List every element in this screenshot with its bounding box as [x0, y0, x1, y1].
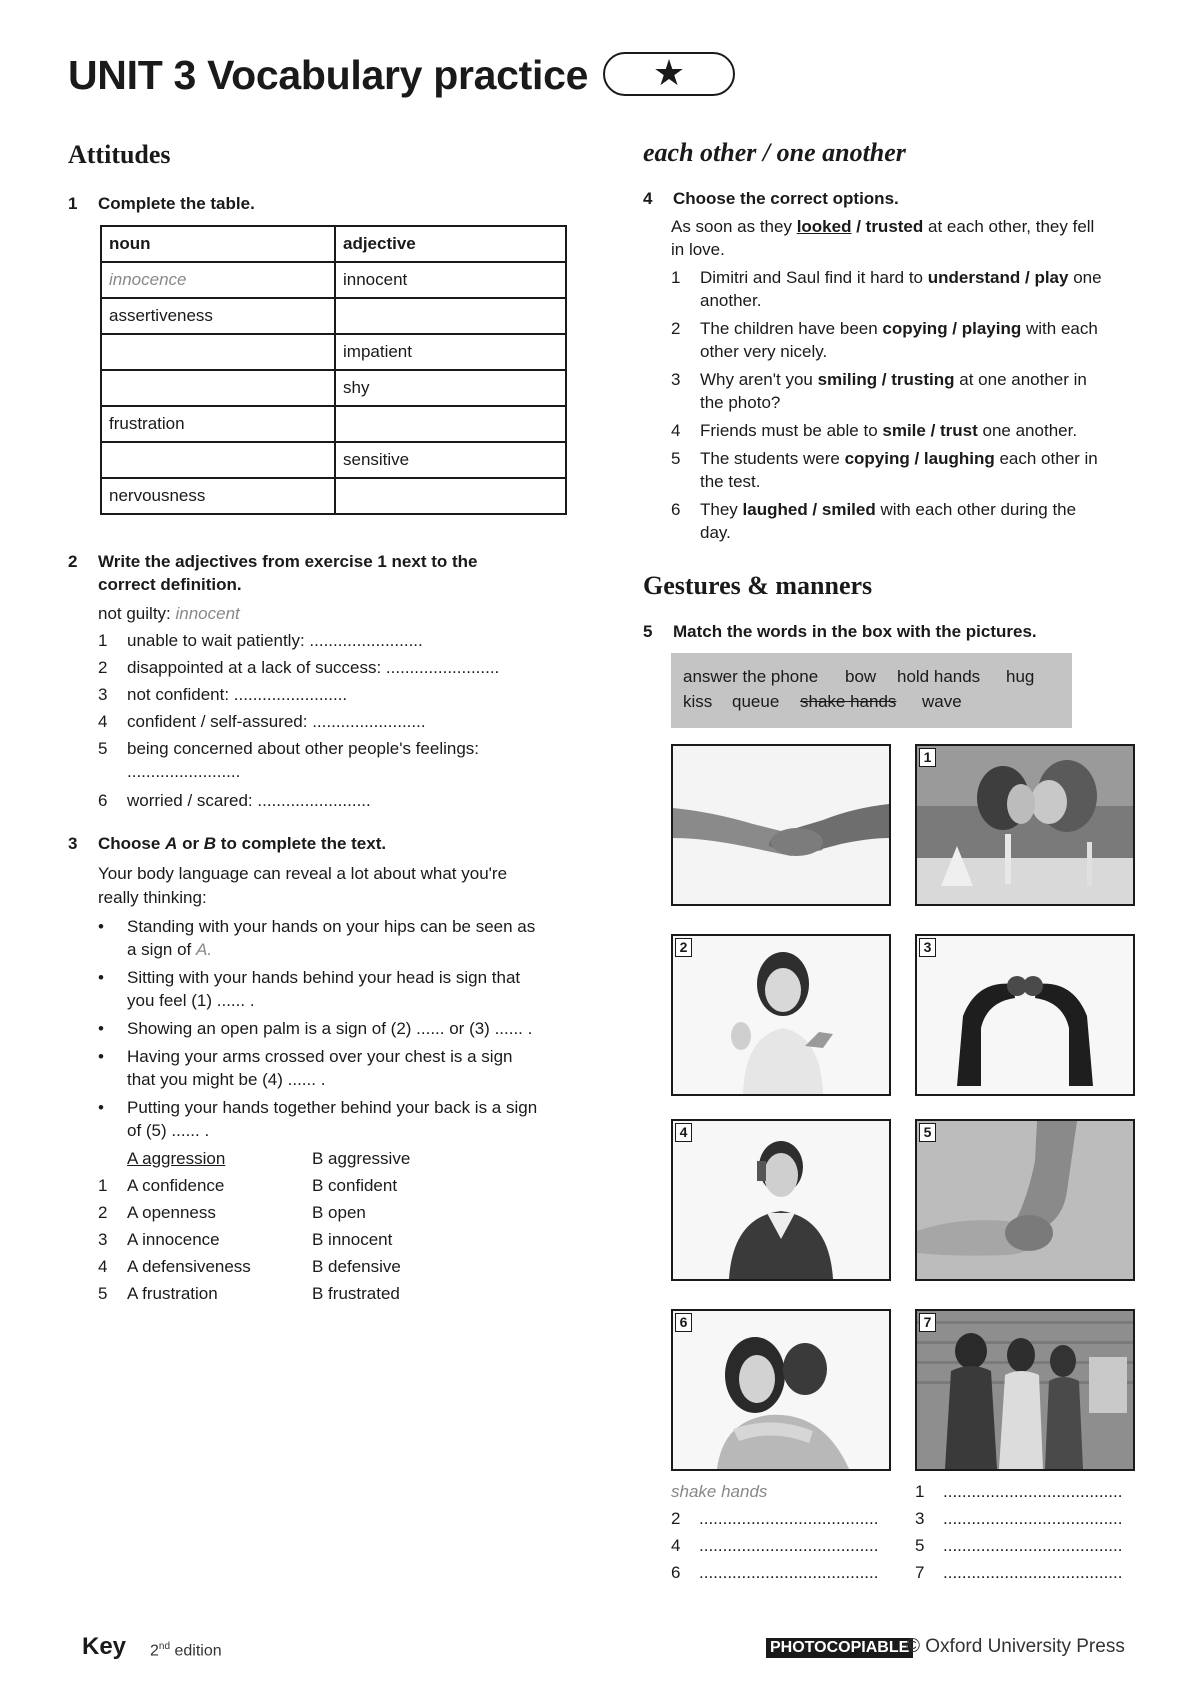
bullet-text: that you might be (4) ...... .	[127, 1070, 326, 1089]
item-number: 4	[98, 1257, 108, 1276]
option-sentence-cont: the test.	[700, 472, 761, 491]
intro-line-1: Your body language can reveal a lot about what you're	[98, 864, 508, 883]
instruction-text: Complete the table.	[98, 194, 255, 213]
bullet-text: of (5) ...... .	[127, 1121, 210, 1140]
table-header-row	[101, 226, 566, 262]
table-row	[101, 370, 566, 406]
item-number: 4	[671, 421, 681, 440]
footer-key-logo: Key	[82, 1633, 127, 1660]
section-title-each-other: each other / one another	[643, 138, 906, 167]
photo-label: 6	[675, 1313, 692, 1332]
answer-blank[interactable]: ......................................	[943, 1509, 1123, 1528]
bullet-icon: •	[98, 1019, 104, 1038]
item-number: 5	[98, 1284, 108, 1303]
word-box-item-used: shake hands	[800, 692, 897, 711]
photo-kiss	[915, 744, 1135, 906]
exercise-1-instruction	[68, 192, 568, 216]
table-row	[101, 406, 566, 442]
option-b[interactable]: B frustrated	[312, 1284, 400, 1303]
word-box	[671, 653, 1072, 728]
exercise-2-list	[98, 628, 578, 818]
table-cell-blank[interactable]	[335, 478, 566, 514]
photo-shake-hands	[671, 744, 891, 906]
example-label: not guilty:	[98, 604, 171, 623]
item-number: 5	[671, 449, 681, 468]
table-cell-blank[interactable]	[101, 334, 335, 370]
option-sentence-cont: the photo?	[700, 393, 781, 412]
exercise-2-instruction	[68, 550, 588, 598]
exercise-number: 1	[68, 194, 78, 213]
bullet-text: Having your arms crossed over your chest is a sign	[127, 1047, 513, 1066]
option-sentence: The children have been copying / playing with each	[700, 319, 1098, 338]
example-line	[98, 601, 240, 626]
option-a-example: A aggression	[127, 1149, 226, 1168]
photo-label: 2	[675, 938, 692, 957]
bullet-list	[98, 914, 588, 1140]
definition-item: unable to wait patiently: ........................	[127, 631, 423, 650]
answer-number: 5	[915, 1536, 925, 1555]
option-sentence: The students were copying / laughing each other in	[700, 449, 1098, 468]
section-title-gestures: Gestures & manners	[643, 571, 873, 600]
instruction-text: Choose the correct options.	[673, 189, 899, 208]
bullet-icon: •	[98, 917, 104, 936]
word-box-item: kiss	[683, 692, 713, 711]
table-cell: nervousness	[101, 478, 335, 514]
option-a[interactable]: A innocence	[127, 1230, 220, 1249]
table-cell-blank[interactable]	[335, 298, 566, 334]
example-line: As soon as they looked / trusted at each other, they fell	[671, 217, 1095, 236]
word-box-item: wave	[922, 692, 962, 711]
table-cell: frustration	[101, 406, 335, 442]
option-b[interactable]: B defensive	[312, 1257, 401, 1276]
example-answer: innocent	[175, 604, 240, 623]
page-title: UNIT 3 Vocabulary practice	[68, 52, 589, 98]
table-cell-blank[interactable]	[101, 370, 335, 406]
bullet-icon: •	[98, 1098, 104, 1117]
instruction-text: Match the words in the box with the pictures.	[673, 622, 1037, 641]
photo-label: 5	[919, 1123, 936, 1142]
intro-line-2: really thinking:	[98, 888, 207, 907]
option-sentence-cont: other very nicely.	[700, 342, 828, 361]
instruction-line-1: Write the adjectives from exercise 1 next to the	[98, 552, 478, 571]
option-sentence-cont: another.	[700, 291, 762, 310]
definition-item-continued: ........................	[127, 762, 241, 781]
bullet-text: a sign of A.	[127, 940, 213, 959]
table-cell: impatient	[335, 334, 566, 370]
bullet-text: Sitting with your hands behind your head is sign that	[127, 968, 521, 987]
item-number: 4	[98, 712, 108, 731]
bullet-text: you feel (1) ...... .	[127, 991, 255, 1010]
bullet-icon: •	[98, 968, 104, 987]
answer-blank[interactable]: ......................................	[699, 1563, 879, 1582]
photo-label: 3	[919, 938, 936, 957]
photo-bow	[915, 934, 1135, 1096]
table-cell: innocent	[335, 262, 566, 298]
option-b[interactable]: B innocent	[312, 1230, 393, 1249]
star-level-badge: ★	[603, 52, 735, 96]
bullet-icon: •	[98, 1047, 104, 1066]
exercise-number: 2	[68, 552, 78, 571]
options-list	[98, 1146, 498, 1306]
option-b[interactable]: B confident	[312, 1176, 398, 1195]
photo-answer-the-phone	[671, 1119, 891, 1281]
word-box-item: bow	[845, 667, 877, 686]
option-sentence: Friends must be able to smile / trust one another.	[700, 421, 1078, 440]
bullet-text: Showing an open palm is a sign of (2) ...... or (3) ...... .	[127, 1019, 533, 1038]
exercise-5-instruction	[643, 620, 1163, 644]
item-number: 3	[98, 685, 108, 704]
table-cell-blank[interactable]	[101, 442, 335, 478]
option-sentence: Why aren't you smiling / trusting at one another in	[700, 370, 1087, 389]
answer-number: 4	[671, 1536, 681, 1555]
exercise-number: 3	[68, 834, 78, 853]
option-a[interactable]: A openness	[127, 1203, 216, 1222]
table-cell-example: innocence	[101, 262, 335, 298]
table-row	[101, 334, 566, 370]
definition-item: worried / scared: ........................	[127, 791, 371, 810]
option-sentence: They laughed / smiled with each other during the	[700, 500, 1077, 519]
table-cell: shy	[335, 370, 566, 406]
photo-wave	[671, 934, 891, 1096]
option-b[interactable]: B open	[312, 1203, 366, 1222]
item-number: 6	[671, 500, 681, 519]
option-a[interactable]: A confidence	[127, 1176, 225, 1195]
answer-blank[interactable]: ......................................	[699, 1536, 879, 1555]
exercise-4-list	[671, 265, 1151, 555]
footer-edition: 2nd edition	[150, 1641, 222, 1660]
answer-number: 6	[671, 1563, 681, 1582]
photo-hug	[671, 1309, 891, 1471]
word-box-item: hold hands	[897, 667, 981, 686]
table-row	[101, 298, 566, 334]
table-cell: assertiveness	[101, 298, 335, 334]
column-header-noun: noun	[101, 226, 335, 262]
item-number: 1	[98, 631, 108, 650]
instruction-line-2: correct definition.	[98, 575, 242, 594]
publisher-credit: © Oxford University Press	[906, 1636, 1125, 1657]
vocab-table	[100, 225, 567, 515]
word-box-item: hug	[1006, 667, 1035, 686]
table-cell-blank[interactable]	[335, 406, 566, 442]
column-header-adjective: adjective	[335, 226, 566, 262]
option-a[interactable]: A frustration	[127, 1284, 218, 1303]
bullet-text: Standing with your hands on your hips can be seen as	[127, 917, 536, 936]
table-row	[101, 262, 566, 298]
section-title-attitudes: Attitudes	[68, 140, 171, 169]
photo-label: 1	[919, 748, 936, 767]
option-sentence-cont: day.	[700, 523, 731, 542]
table-row	[101, 442, 566, 478]
answer-blank[interactable]: ......................................	[699, 1509, 879, 1528]
item-number: 2	[671, 319, 681, 338]
item-number: 3	[98, 1230, 108, 1249]
table-cell: sensitive	[335, 442, 566, 478]
answer-blank[interactable]: ......................................	[943, 1482, 1123, 1501]
photo-queue	[915, 1309, 1135, 1471]
answer-example: shake hands	[671, 1482, 768, 1501]
instruction-text: Choose A or B to complete the text.	[98, 834, 387, 853]
photo-label: 7	[919, 1313, 936, 1332]
option-sentence: Dimitri and Saul find it hard to understand / play one	[700, 268, 1102, 287]
item-number: 2	[98, 1203, 108, 1222]
example-line-2: in love.	[671, 240, 725, 259]
exercise-3-instruction	[68, 832, 588, 856]
word-box-item: queue	[732, 692, 780, 711]
answer-blank[interactable]: ......................................	[943, 1536, 1123, 1555]
word-box-item: answer the phone	[683, 667, 819, 686]
photocopiable-badge: PHOTOCOPIABLE	[766, 1638, 913, 1658]
photo-hold-hands	[915, 1119, 1135, 1281]
answer-blank[interactable]: ......................................	[943, 1563, 1123, 1582]
item-number: 1	[98, 1176, 108, 1195]
item-number: 6	[98, 791, 108, 810]
photo-label: 4	[675, 1123, 692, 1142]
definition-item: not confident: ........................	[127, 685, 348, 704]
item-number: 5	[98, 739, 108, 758]
table-row	[101, 478, 566, 514]
item-number: 1	[671, 268, 681, 287]
definition-item: being concerned about other people's feelings:	[127, 739, 480, 758]
bullet-text: Putting your hands together behind your back is a sign	[127, 1098, 538, 1117]
item-number: 2	[98, 658, 108, 677]
answer-number: 2	[671, 1509, 681, 1528]
exercise-number: 5	[643, 622, 653, 641]
exercise-number: 4	[643, 189, 653, 208]
definition-item: confident / self-assured: ........................	[127, 712, 426, 731]
exercise-4-instruction	[643, 187, 1143, 211]
answer-number: 1	[915, 1482, 925, 1501]
definition-item: disappointed at a lack of success: ........................	[127, 658, 500, 677]
option-a[interactable]: A defensiveness	[127, 1257, 251, 1276]
item-number: 3	[671, 370, 681, 389]
answer-number: 7	[915, 1563, 925, 1582]
answer-number: 3	[915, 1509, 925, 1528]
option-b: B aggressive	[312, 1149, 411, 1168]
